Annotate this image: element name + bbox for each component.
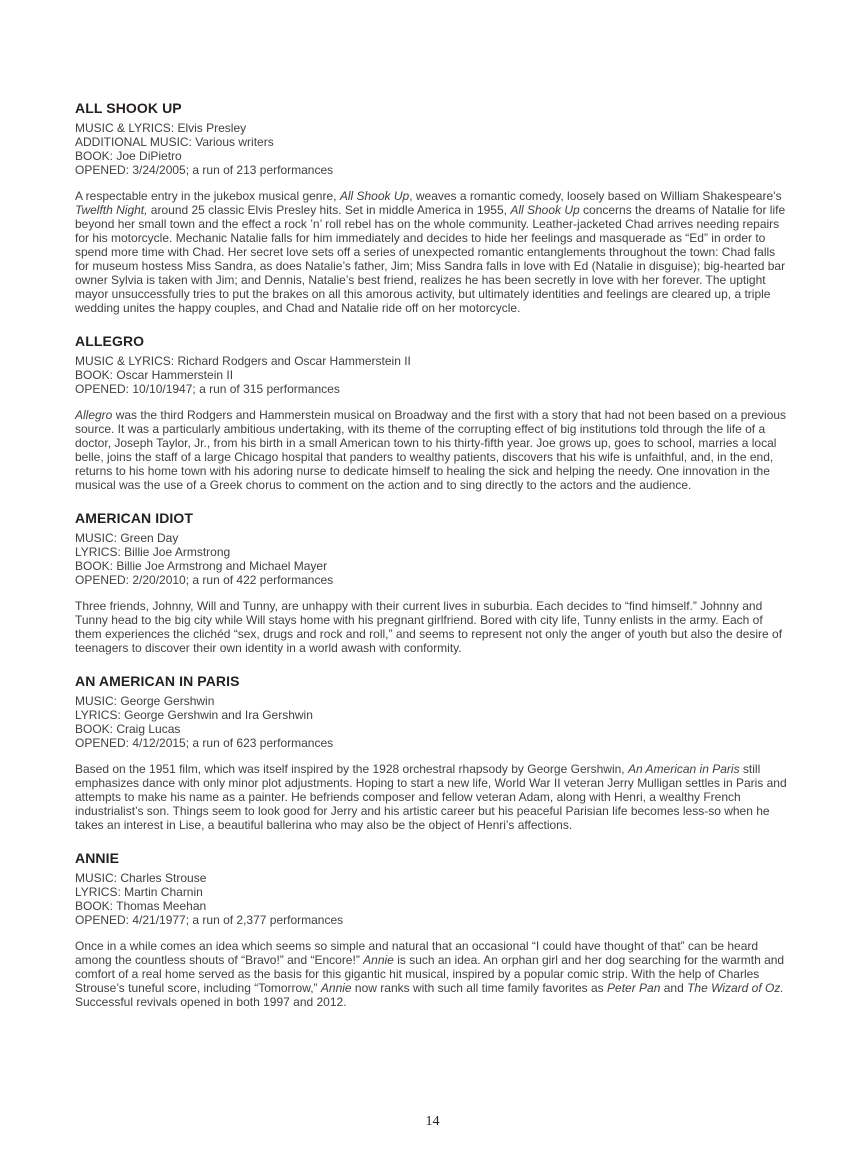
credit-line: OPENED: 4/21/1977; a run of 2,377 performances <box>75 913 344 927</box>
credit-line: OPENED: 2/20/2010; a run of 422 performances <box>75 573 334 587</box>
credit-line: ADDITIONAL MUSIC: Various writers <box>75 135 274 149</box>
entry-all-shook-up <box>75 100 790 315</box>
credit-line: BOOK: Joe DiPietro <box>75 149 182 163</box>
entry-credits <box>75 531 790 587</box>
credit-line: OPENED: 10/10/1947; a run of 315 performances <box>75 382 340 396</box>
entry-american-idiot <box>75 510 790 655</box>
entry-description: Three friends, Johnny, Will and Tunny, are unhappy with their current lives in suburbia. Each decides to “find himself.” Johnny and Tunny head to the big city while Will stays home with his pregnant girlfriend. Bored with city life, Tunny enlists in the army. Each of them experiences the clichéd “sex, drugs and rock and roll,” and seems to represent not only the anger of youth but also the desire of teenagers to discover their own identity in a world awash with conformity. <box>75 599 783 655</box>
entry-description: Once in a while comes an idea which seems so simple and natural that an occasional “I could have thought of that” can be heard among the countless shouts of “Bravo!” and “Encore!” Annie is such an idea. An orphan girl and her dog searching for the warmth and comfort of a real home served as the basis for this gigantic hit musical, inspired by a popular comic strip. With the help of Charles Strouse’s tuneful score, including “Tomorrow,” Annie now ranks with such all time family favorites as Peter Pan and The Wizard of Oz. Successful revivals opened in both 1997 and 2012. <box>75 939 785 1009</box>
credit-line: LYRICS: George Gershwin and Ira Gershwin <box>75 708 313 722</box>
entry-title: AN AMERICAN IN PARIS <box>75 673 240 689</box>
entry-credits <box>75 121 790 177</box>
credit-line: LYRICS: Martin Charnin <box>75 885 203 899</box>
entry-allegro <box>75 333 790 492</box>
credit-line: LYRICS: Billie Joe Armstrong <box>75 545 231 559</box>
credit-line: MUSIC: Green Day <box>75 531 179 545</box>
entry-title: AMERICAN IDIOT <box>75 510 194 526</box>
entry-credits <box>75 694 790 750</box>
entry-title: ALL SHOOK UP <box>75 100 182 116</box>
entry-title: ALLEGRO <box>75 333 145 349</box>
credit-line: OPENED: 4/12/2015; a run of 623 performances <box>75 736 334 750</box>
entry-credits <box>75 354 790 396</box>
entry-description: Allegro was the third Rodgers and Hammerstein musical on Broadway and the first with a story that had not been based on a previous source. It was a particularly ambitious undertaking, with its theme of the corrupting effect of big institutions told through the life of a doctor, Joseph Taylor, Jr., from his birth in a small American town to his thirty-fifth year. Joe grows up, goes to school, marries a local belle, joins the staff of a large Chicago hospital that panders to wealthy patients, discovers that his wife is unfaithful, and, in the end, returns to his home town with his adoring nurse to dedicate himself to healing the sick and helping the needy. One innovation in the musical was the use of a Greek chorus to comment on the action and to sing directly to the actors and the audience. <box>75 408 787 492</box>
credit-line: MUSIC: George Gershwin <box>75 694 215 708</box>
credit-line: MUSIC: Charles Strouse <box>75 871 207 885</box>
credit-line: OPENED: 3/24/2005; a run of 213 performances <box>75 163 334 177</box>
entry-annie <box>75 850 790 1009</box>
credit-line: MUSIC & LYRICS: Elvis Presley <box>75 121 247 135</box>
entry-title: ANNIE <box>75 850 120 866</box>
credit-line: BOOK: Oscar Hammerstein II <box>75 368 234 382</box>
credit-line: MUSIC & LYRICS: Richard Rodgers and Oscar Hammerstein II <box>75 354 411 368</box>
entry-credits <box>75 871 790 927</box>
credit-line: BOOK: Billie Joe Armstrong and Michael Mayer <box>75 559 328 573</box>
credit-line: BOOK: Thomas Meehan <box>75 899 207 913</box>
page-number: 14 <box>425 1114 440 1129</box>
credit-line: BOOK: Craig Lucas <box>75 722 181 736</box>
entry-description: A respectable entry in the jukebox musical genre, All Shook Up, weaves a romantic comedy, loosely based on William Shakespeare’s Twelfth Night, around 25 classic Elvis Presley hits. Set in middle America in 1955, All Shook Up concerns the dreams of Natalie for life beyond her small town and the effect a rock ’n’ roll rebel has on the whole community. Leather-jacketed Chad arrives needing repairs for his motorcycle. Mechanic Natalie falls for him immediately and decides to hide her feelings and masquerade as “Ed” in order to spend more time with Chad. Her secret love sets off a series of unexpected romantic entanglements throughout the town: Chad falls for museum hostess Miss Sandra, as does Natalie’s father, Jim; Miss Sandra falls in love with Ed (Natalie in disguise); big-hearted bar owner Sylvia is taken with Jim; and Dennis, Natalie’s best friend, realizes he has been secretly in love with her forever. The uptight mayor unsuccessfully tries to put the brakes on all this amorous activity, but ultimately identities and feelings are cleared up, a triple wedding unites the happy couples, and Chad and Natalie ride off on her motorcycle. <box>75 189 786 315</box>
entry-description: Based on the 1951 film, which was itself inspired by the 1928 orchestral rhapsody by George Gershwin, An American in Paris still emphasizes dance with only minor plot adjustments. Hoping to start a new life, World War II veteran Jerry Mulligan settles in Paris and attempts to make his name as a painter. He befriends composer and fellow veteran Adam, along with Henri, a wealthy French industrialist’s son. Things seem to look good for Jerry and his artistic career but his peaceful Parisian life becomes less-so when he takes an interest in Lise, a beautiful ballerina who may also be the object of Henri’s affections. <box>75 762 787 832</box>
entry-an-american-in-paris <box>75 673 790 832</box>
